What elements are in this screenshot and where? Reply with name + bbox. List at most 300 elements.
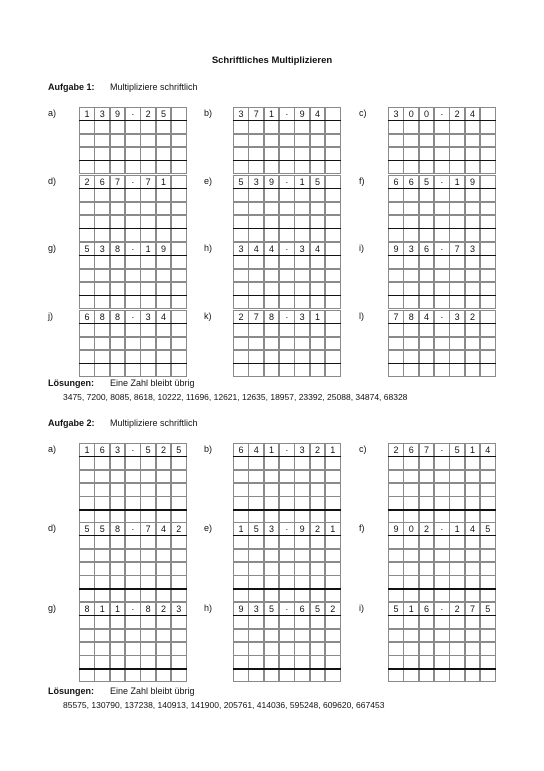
answer-cell[interactable] [248,120,264,134]
answer-cell[interactable] [140,642,156,656]
answer-cell[interactable] [156,615,172,629]
answer-cell[interactable] [388,147,404,161]
answer-cell[interactable] [294,350,310,364]
answer-cell[interactable] [449,228,465,242]
answer-cell[interactable] [403,188,419,202]
answer-cell[interactable] [248,470,264,484]
answer-cell[interactable] [388,496,404,510]
answer-cell[interactable] [94,642,110,656]
answer-cell[interactable] [171,562,187,576]
answer-cell[interactable] [125,629,141,643]
answer-cell[interactable] [294,228,310,242]
answer-cell[interactable] [419,642,435,656]
answer-cell[interactable] [310,160,326,174]
answer-cell[interactable] [125,147,141,161]
answer-cell[interactable] [403,337,419,351]
answer-cell[interactable] [264,615,280,629]
answer-cell[interactable] [156,363,172,377]
answer-cell[interactable] [156,295,172,309]
answer-cell[interactable] [156,337,172,351]
answer-cell[interactable] [248,282,264,296]
answer-cell[interactable] [110,483,126,497]
answer-cell[interactable] [140,456,156,470]
answer-cell[interactable] [310,269,326,283]
answer-cell[interactable] [79,483,95,497]
answer-cell[interactable] [264,669,280,683]
answer-cell[interactable] [125,120,141,134]
answer-cell[interactable] [279,350,295,364]
answer-cell[interactable] [233,215,249,229]
answer-cell[interactable] [125,160,141,174]
answer-cell[interactable] [94,562,110,576]
answer-cell[interactable] [403,269,419,283]
answer-cell[interactable] [403,202,419,216]
answer-cell[interactable] [388,337,404,351]
answer-cell[interactable] [171,255,187,269]
answer-cell[interactable] [325,615,341,629]
answer-cell[interactable] [140,160,156,174]
answer-cell[interactable] [171,483,187,497]
answer-cell[interactable] [403,147,419,161]
answer-cell[interactable] [125,134,141,148]
answer-cell[interactable] [248,323,264,337]
answer-cell[interactable] [434,496,450,510]
answer-cell[interactable] [434,655,450,669]
answer-cell[interactable] [403,228,419,242]
answer-cell[interactable] [94,483,110,497]
answer-cell[interactable] [419,496,435,510]
answer-cell[interactable] [403,215,419,229]
answer-cell[interactable] [248,483,264,497]
answer-cell[interactable] [110,669,126,683]
answer-cell[interactable] [310,282,326,296]
answer-cell[interactable] [248,188,264,202]
answer-cell[interactable] [264,589,280,603]
answer-cell[interactable] [248,295,264,309]
answer-cell[interactable] [388,255,404,269]
answer-cell[interactable] [294,655,310,669]
answer-cell[interactable] [325,228,341,242]
answer-cell[interactable] [480,120,496,134]
answer-cell[interactable] [310,255,326,269]
answer-cell[interactable] [110,337,126,351]
answer-cell[interactable] [434,549,450,563]
answer-cell[interactable] [125,470,141,484]
answer-cell[interactable] [449,188,465,202]
answer-cell[interactable] [465,120,481,134]
answer-cell[interactable] [264,147,280,161]
answer-cell[interactable] [480,295,496,309]
answer-cell[interactable] [310,323,326,337]
answer-cell[interactable] [156,575,172,589]
answer-cell[interactable] [279,655,295,669]
answer-cell[interactable] [79,295,95,309]
answer-cell[interactable] [125,655,141,669]
answer-cell[interactable] [480,669,496,683]
answer-cell[interactable] [388,655,404,669]
answer-cell[interactable] [156,642,172,656]
answer-cell[interactable] [264,575,280,589]
answer-cell[interactable] [403,575,419,589]
answer-cell[interactable] [294,589,310,603]
answer-cell[interactable] [264,188,280,202]
answer-cell[interactable] [125,363,141,377]
answer-cell[interactable] [125,215,141,229]
answer-cell[interactable] [248,549,264,563]
answer-cell[interactable] [233,202,249,216]
answer-cell[interactable] [403,562,419,576]
answer-cell[interactable] [264,549,280,563]
answer-cell[interactable] [140,549,156,563]
answer-cell[interactable] [171,470,187,484]
answer-cell[interactable] [248,642,264,656]
answer-cell[interactable] [403,134,419,148]
answer-cell[interactable] [156,470,172,484]
answer-cell[interactable] [294,323,310,337]
answer-cell[interactable] [419,655,435,669]
answer-cell[interactable] [294,120,310,134]
answer-cell[interactable] [156,282,172,296]
answer-cell[interactable] [419,363,435,377]
answer-cell[interactable] [465,188,481,202]
answer-cell[interactable] [171,160,187,174]
answer-cell[interactable] [310,363,326,377]
answer-cell[interactable] [94,215,110,229]
answer-cell[interactable] [94,134,110,148]
answer-cell[interactable] [465,202,481,216]
answer-cell[interactable] [449,147,465,161]
answer-cell[interactable] [94,120,110,134]
answer-cell[interactable] [279,669,295,683]
answer-cell[interactable] [325,669,341,683]
answer-cell[interactable] [79,642,95,656]
answer-cell[interactable] [110,350,126,364]
answer-cell[interactable] [325,655,341,669]
answer-cell[interactable] [248,669,264,683]
answer-cell[interactable] [264,337,280,351]
answer-cell[interactable] [465,269,481,283]
answer-cell[interactable] [94,282,110,296]
answer-cell[interactable] [419,535,435,549]
answer-cell[interactable] [434,456,450,470]
answer-cell[interactable] [279,120,295,134]
answer-cell[interactable] [125,269,141,283]
answer-cell[interactable] [140,629,156,643]
answer-cell[interactable] [294,202,310,216]
answer-cell[interactable] [294,470,310,484]
answer-cell[interactable] [419,269,435,283]
answer-cell[interactable] [294,483,310,497]
answer-cell[interactable] [294,549,310,563]
answer-cell[interactable] [310,655,326,669]
answer-cell[interactable] [325,337,341,351]
answer-cell[interactable] [110,228,126,242]
answer-cell[interactable] [110,589,126,603]
answer-cell[interactable] [279,615,295,629]
answer-cell[interactable] [480,350,496,364]
answer-cell[interactable] [110,269,126,283]
answer-cell[interactable] [449,615,465,629]
answer-cell[interactable] [465,562,481,576]
answer-cell[interactable] [480,496,496,510]
answer-cell[interactable] [294,255,310,269]
answer-cell[interactable] [480,337,496,351]
answer-cell[interactable] [294,629,310,643]
answer-cell[interactable] [310,615,326,629]
answer-cell[interactable] [449,323,465,337]
answer-cell[interactable] [94,350,110,364]
answer-cell[interactable] [264,215,280,229]
answer-cell[interactable] [125,282,141,296]
answer-cell[interactable] [449,160,465,174]
answer-cell[interactable] [125,255,141,269]
answer-cell[interactable] [233,269,249,283]
answer-cell[interactable] [264,134,280,148]
answer-cell[interactable] [325,282,341,296]
answer-cell[interactable] [94,575,110,589]
answer-cell[interactable] [480,134,496,148]
answer-cell[interactable] [233,589,249,603]
answer-cell[interactable] [403,642,419,656]
answer-cell[interactable] [264,295,280,309]
answer-cell[interactable] [248,147,264,161]
answer-cell[interactable] [264,350,280,364]
answer-cell[interactable] [325,470,341,484]
answer-cell[interactable] [79,470,95,484]
answer-cell[interactable] [279,134,295,148]
answer-cell[interactable] [465,629,481,643]
answer-cell[interactable] [434,202,450,216]
answer-cell[interactable] [465,470,481,484]
answer-cell[interactable] [403,363,419,377]
answer-cell[interactable] [465,295,481,309]
answer-cell[interactable] [325,629,341,643]
answer-cell[interactable] [310,215,326,229]
answer-cell[interactable] [156,134,172,148]
answer-cell[interactable] [294,160,310,174]
answer-cell[interactable] [94,456,110,470]
answer-cell[interactable] [79,337,95,351]
answer-cell[interactable] [79,269,95,283]
answer-cell[interactable] [449,337,465,351]
answer-cell[interactable] [388,629,404,643]
answer-cell[interactable] [403,323,419,337]
answer-cell[interactable] [465,483,481,497]
answer-cell[interactable] [233,120,249,134]
answer-cell[interactable] [79,350,95,364]
answer-cell[interactable] [294,363,310,377]
answer-cell[interactable] [403,483,419,497]
answer-cell[interactable] [325,295,341,309]
answer-cell[interactable] [388,215,404,229]
answer-cell[interactable] [110,134,126,148]
answer-cell[interactable] [125,337,141,351]
answer-cell[interactable] [434,629,450,643]
answer-cell[interactable] [465,575,481,589]
answer-cell[interactable] [264,282,280,296]
answer-cell[interactable] [171,549,187,563]
answer-cell[interactable] [140,147,156,161]
answer-cell[interactable] [94,269,110,283]
answer-cell[interactable] [264,562,280,576]
answer-cell[interactable] [264,228,280,242]
answer-cell[interactable] [156,535,172,549]
answer-cell[interactable] [279,629,295,643]
answer-cell[interactable] [310,202,326,216]
answer-cell[interactable] [140,255,156,269]
answer-cell[interactable] [171,456,187,470]
answer-cell[interactable] [449,363,465,377]
answer-cell[interactable] [125,589,141,603]
answer-cell[interactable] [310,147,326,161]
answer-cell[interactable] [110,456,126,470]
answer-cell[interactable] [434,615,450,629]
answer-cell[interactable] [140,120,156,134]
answer-cell[interactable] [388,350,404,364]
answer-cell[interactable] [403,589,419,603]
answer-cell[interactable] [480,255,496,269]
answer-cell[interactable] [279,202,295,216]
answer-cell[interactable] [310,562,326,576]
answer-cell[interactable] [465,160,481,174]
answer-cell[interactable] [156,483,172,497]
answer-cell[interactable] [171,295,187,309]
answer-cell[interactable] [325,120,341,134]
answer-cell[interactable] [434,295,450,309]
answer-cell[interactable] [233,575,249,589]
answer-cell[interactable] [465,337,481,351]
answer-cell[interactable] [156,350,172,364]
answer-cell[interactable] [156,549,172,563]
answer-cell[interactable] [449,669,465,683]
answer-cell[interactable] [310,496,326,510]
answer-cell[interactable] [388,575,404,589]
answer-cell[interactable] [419,575,435,589]
answer-cell[interactable] [465,323,481,337]
answer-cell[interactable] [125,642,141,656]
answer-cell[interactable] [279,642,295,656]
answer-cell[interactable] [156,188,172,202]
answer-cell[interactable] [279,337,295,351]
answer-cell[interactable] [125,202,141,216]
answer-cell[interactable] [325,562,341,576]
answer-cell[interactable] [388,160,404,174]
answer-cell[interactable] [388,535,404,549]
answer-cell[interactable] [480,562,496,576]
answer-cell[interactable] [325,589,341,603]
answer-cell[interactable] [171,350,187,364]
answer-cell[interactable] [480,147,496,161]
answer-cell[interactable] [233,615,249,629]
answer-cell[interactable] [248,134,264,148]
answer-cell[interactable] [419,350,435,364]
answer-cell[interactable] [310,669,326,683]
answer-cell[interactable] [403,629,419,643]
answer-cell[interactable] [465,496,481,510]
answer-cell[interactable] [419,456,435,470]
answer-cell[interactable] [94,669,110,683]
answer-cell[interactable] [248,615,264,629]
answer-cell[interactable] [171,215,187,229]
answer-cell[interactable] [79,147,95,161]
answer-cell[interactable] [449,456,465,470]
answer-cell[interactable] [248,269,264,283]
answer-cell[interactable] [449,215,465,229]
answer-cell[interactable] [279,215,295,229]
answer-cell[interactable] [79,496,95,510]
answer-cell[interactable] [310,456,326,470]
answer-cell[interactable] [434,535,450,549]
answer-cell[interactable] [140,202,156,216]
answer-cell[interactable] [233,350,249,364]
answer-cell[interactable] [156,228,172,242]
answer-cell[interactable] [125,483,141,497]
answer-cell[interactable] [233,295,249,309]
answer-cell[interactable] [171,269,187,283]
answer-cell[interactable] [388,642,404,656]
answer-cell[interactable] [419,562,435,576]
answer-cell[interactable] [434,215,450,229]
answer-cell[interactable] [403,549,419,563]
answer-cell[interactable] [79,120,95,134]
answer-cell[interactable] [79,615,95,629]
answer-cell[interactable] [449,589,465,603]
answer-cell[interactable] [171,535,187,549]
answer-cell[interactable] [110,496,126,510]
answer-cell[interactable] [449,496,465,510]
answer-cell[interactable] [248,202,264,216]
answer-cell[interactable] [233,456,249,470]
answer-cell[interactable] [465,363,481,377]
answer-cell[interactable] [465,228,481,242]
answer-cell[interactable] [419,549,435,563]
answer-cell[interactable] [110,642,126,656]
answer-cell[interactable] [140,215,156,229]
answer-cell[interactable] [310,470,326,484]
answer-cell[interactable] [449,350,465,364]
answer-cell[interactable] [110,295,126,309]
answer-cell[interactable] [264,483,280,497]
answer-cell[interactable] [388,269,404,283]
answer-cell[interactable] [434,363,450,377]
answer-cell[interactable] [233,549,249,563]
answer-cell[interactable] [279,147,295,161]
answer-cell[interactable] [279,456,295,470]
answer-cell[interactable] [403,655,419,669]
answer-cell[interactable] [465,255,481,269]
answer-cell[interactable] [264,202,280,216]
answer-cell[interactable] [449,549,465,563]
answer-cell[interactable] [171,282,187,296]
answer-cell[interactable] [434,282,450,296]
answer-cell[interactable] [403,470,419,484]
answer-cell[interactable] [325,188,341,202]
answer-cell[interactable] [233,496,249,510]
answer-cell[interactable] [248,575,264,589]
answer-cell[interactable] [94,549,110,563]
answer-cell[interactable] [449,535,465,549]
answer-cell[interactable] [294,188,310,202]
answer-cell[interactable] [279,323,295,337]
answer-cell[interactable] [233,323,249,337]
answer-cell[interactable] [310,575,326,589]
answer-cell[interactable] [79,215,95,229]
answer-cell[interactable] [264,160,280,174]
answer-cell[interactable] [434,575,450,589]
answer-cell[interactable] [325,160,341,174]
answer-cell[interactable] [465,669,481,683]
answer-cell[interactable] [449,575,465,589]
